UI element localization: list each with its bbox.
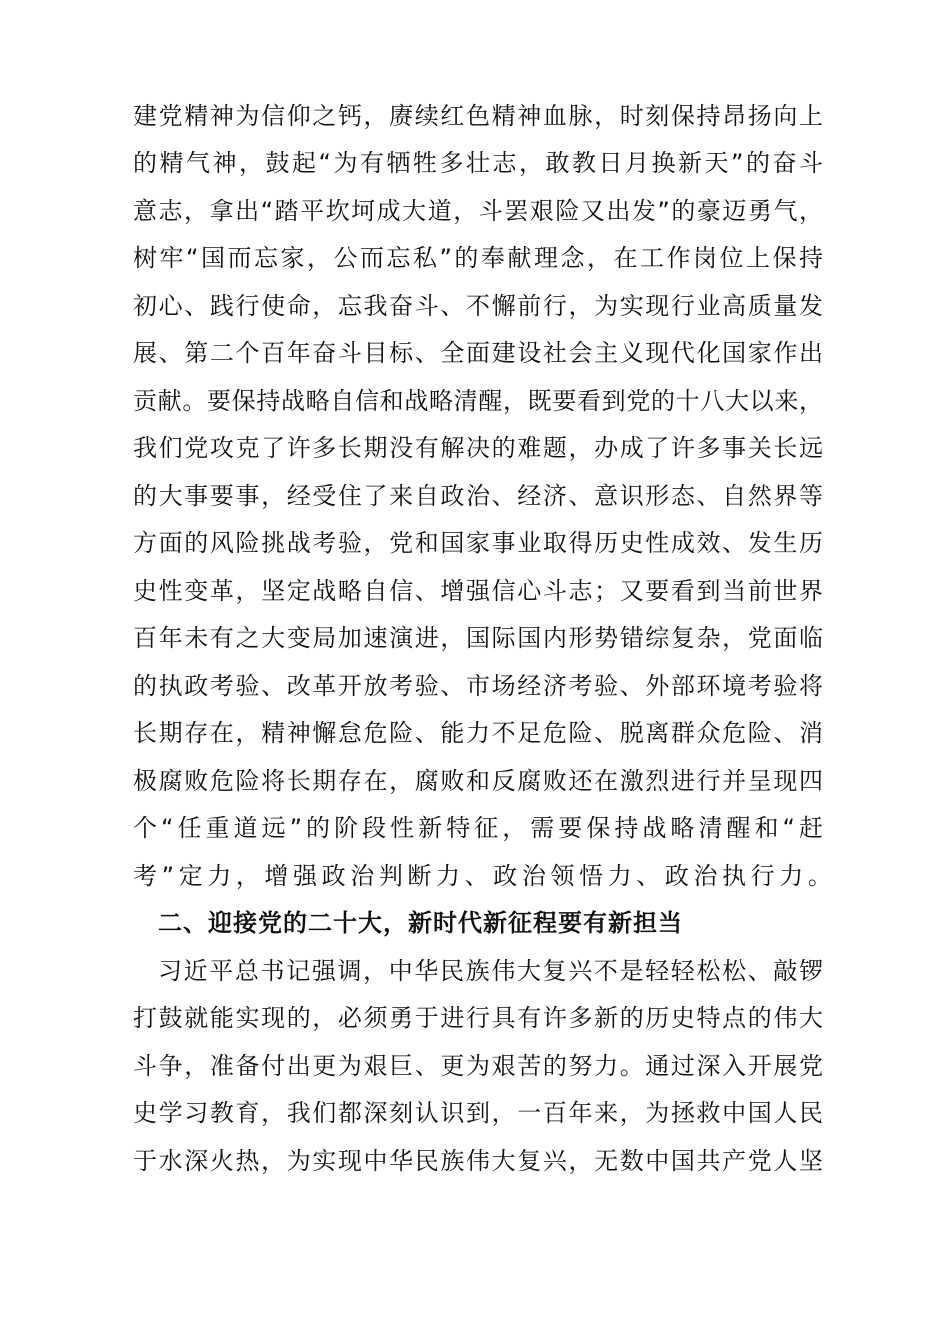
paragraph-line: 意志，拿出“踏平坎坷成大道，斗罢艰险又出发”的豪迈勇气， bbox=[133, 196, 823, 225]
paragraph-line: 于水深火热，为实现中华民族伟大复兴，无数中国共产党人坚 bbox=[133, 1146, 823, 1175]
paragraph-line: 我们党攻克了许多长期没有解决的难题，办成了许多事关长远 bbox=[133, 434, 823, 462]
paragraph-line: 的精气神，鼓起“为有牺牲多壮志，敢教日月换新天”的奋斗 bbox=[133, 149, 823, 177]
paragraph-line: 方面的风险挑战考验，党和国家事业取得历史性成效、发生历 bbox=[133, 529, 823, 557]
paragraph-line: 贡献。要保持战略自信和战略清醒，既要看到党的十八大以来， bbox=[133, 386, 823, 415]
paragraph-line: 建党精神为信仰之钙，赓续红色精神血脉，时刻保持昂扬向上 bbox=[133, 101, 823, 130]
paragraph-line: 百年未有之大变局加速演进，国际国内形势错综复杂，党面临 bbox=[133, 624, 823, 652]
paragraph-line: 史学习教育，我们都深刻认识到，一百年来，为拯救中国人民 bbox=[133, 1099, 823, 1127]
paragraph-line: 极腐败危险将长期存在，腐败和反腐败还在激烈进行并呈现四 bbox=[133, 766, 823, 795]
paragraph-line: 长期存在，精神懈怠危险、能力不足危险、脱离群众危险、消 bbox=[133, 719, 823, 747]
paragraph-line: 个“任重道远”的阶段性新特征，需要保持战略清醒和“赶 bbox=[133, 814, 823, 842]
paragraph-line: 打鼓就能实现的，必须勇于进行具有许多新的历史特点的伟大 bbox=[133, 1004, 823, 1032]
paragraph-line: 树牢“国而忘家，公而忘私”的奉献理念，在工作岗位上保持 bbox=[133, 244, 823, 272]
paragraph-line: 斗争，准备付出更为艰巨、更为艰苦的努力。通过深入开展党 bbox=[133, 1051, 823, 1080]
paragraph-line: 的执政考验、改革开放考验、市场经济考验、外部环境考验将 bbox=[133, 671, 823, 700]
paragraph-line: 展、第二个百年奋斗目标、全面建设社会主义现代化国家作出 bbox=[133, 339, 823, 367]
paragraph-line: 的大事要事，经受住了来自政治、经济、意识形态、自然界等 bbox=[133, 481, 823, 510]
paragraph-line: 初心、践行使命，忘我奋斗、不懈前行，为实现行业高质量发 bbox=[133, 291, 823, 320]
paragraph-line: 史性变革，坚定战略自信、增强信心斗志；又要看到当前世界 bbox=[133, 576, 823, 605]
section-heading: 二、迎接党的二十大，新时代新征程要有新担当 bbox=[158, 909, 683, 937]
paragraph-line: 考”定力，增强政治判断力、政治领悟力、政治执行力。 bbox=[133, 861, 837, 890]
paragraph-line: 习近平总书记强调，中华民族伟大复兴不是轻轻松松、敲锣 bbox=[158, 956, 823, 985]
